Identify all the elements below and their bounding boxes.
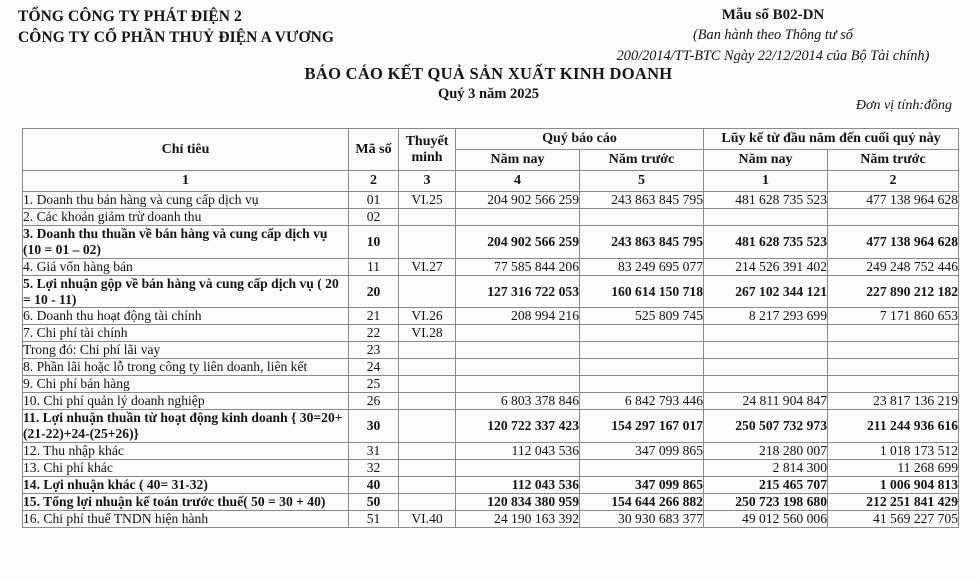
organization-line-1: TỔNG CÔNG TY PHÁT ĐIỆN 2	[18, 8, 242, 25]
row-code: 51	[349, 510, 399, 527]
table-row	[23, 510, 959, 527]
row-note-reference	[399, 359, 456, 376]
row-cumulative-prior-value: 23 817 136 219	[828, 393, 959, 410]
row-label: 16. Chi phí thuế TNDN hiện hành	[23, 510, 349, 527]
row-cumulative-prior-value	[828, 376, 959, 393]
row-label: 8. Phần lãi hoặc lỗ trong công ty liên doanh, liên kết	[23, 359, 349, 376]
column-header-quarter-prior-year: Năm trước	[580, 150, 704, 171]
table-row	[23, 442, 959, 459]
row-quarter-prior-value: 347 099 865	[580, 442, 704, 459]
table-row	[23, 493, 959, 510]
row-code: 01	[349, 192, 399, 209]
income-statement-table	[22, 128, 959, 528]
row-label: 5. Lợi nhuận gộp về bán hàng và cung cấp dịch vụ ( 20 = 10 - 11)	[23, 275, 349, 308]
row-quarter-current-value	[456, 209, 580, 226]
row-quarter-prior-value	[580, 325, 704, 342]
row-quarter-current-value	[456, 376, 580, 393]
table-row	[23, 342, 959, 359]
organization-line-2: CÔNG TY CỔ PHẦN THUỶ ĐIỆN A VƯƠNG	[18, 28, 335, 46]
column-header-cumulative-prior-year: Năm trước	[828, 150, 959, 171]
row-cumulative-current-value: 49 012 560 006	[704, 510, 828, 527]
row-label: 1. Doanh thu bán hàng và cung cấp dịch vụ	[23, 192, 349, 209]
row-cumulative-prior-value	[828, 359, 959, 376]
row-label: 4. Giá vốn hàng bán	[23, 258, 349, 275]
row-cumulative-current-value	[704, 359, 828, 376]
row-quarter-current-value	[456, 459, 580, 476]
column-number-ma-so: 2	[349, 171, 399, 192]
row-label: 14. Lợi nhuận khác ( 40= 31-32)	[23, 476, 349, 493]
report-period: Quý 3 năm 2025	[437, 86, 540, 102]
row-cumulative-prior-value: 211 244 936 616	[828, 410, 959, 443]
row-quarter-current-value: 112 043 536	[456, 476, 580, 493]
row-cumulative-current-value: 267 102 344 121	[704, 275, 828, 308]
row-quarter-prior-value: 243 863 845 795	[580, 192, 704, 209]
row-cumulative-current-value: 24 811 904 847	[704, 393, 828, 410]
organization-header	[18, 7, 478, 48]
row-note-reference	[399, 342, 456, 359]
row-cumulative-current-value: 481 628 735 523	[704, 226, 828, 259]
form-issue-line-2: 200/2014/TT-BTC Ngày 22/12/2014 của Bộ Tài chính)	[616, 47, 930, 64]
row-label: 15. Tổng lợi nhuận kế toán trước thuế( 50 = 30 + 40)	[23, 493, 349, 510]
table-row	[23, 459, 959, 476]
row-quarter-current-value: 204 902 566 259	[456, 192, 580, 209]
row-note-reference: VI.26	[399, 308, 456, 325]
row-label: 3. Doanh thu thuần về bán hàng và cung cấp dịch vụ (10 = 01 – 02)	[23, 226, 349, 259]
row-cumulative-prior-value: 1 018 173 512	[828, 442, 959, 459]
row-label: 6. Doanh thu hoạt động tài chính	[23, 308, 349, 325]
row-label: 11. Lợi nhuận thuần từ hoạt động kinh doanh { 30=20+ (21-22)+24-(25+26)}	[23, 410, 349, 443]
row-label: 13. Chi phí khác	[23, 459, 349, 476]
row-quarter-current-value: 77 585 844 206	[456, 258, 580, 275]
column-group-header-cumulative: Lũy kế từ đầu năm đến cuối quý này	[704, 129, 959, 150]
currency-unit-note: Đơn vị tính:đồng	[855, 98, 952, 113]
row-label: 7. Chi phí tài chính	[23, 325, 349, 342]
form-reference-block	[583, 5, 963, 66]
row-label: 2. Các khoản giảm trừ doanh thu	[23, 209, 349, 226]
table-row	[23, 226, 959, 259]
table-row	[23, 275, 959, 308]
row-quarter-current-value: 208 994 216	[456, 308, 580, 325]
row-quarter-prior-value: 30 930 683 377	[580, 510, 704, 527]
row-quarter-current-value	[456, 325, 580, 342]
table-header	[23, 129, 959, 192]
table-row	[23, 192, 959, 209]
column-number-chi-tieu: 1	[23, 171, 349, 192]
report-title-block	[0, 64, 977, 103]
row-note-reference: VI.28	[399, 325, 456, 342]
column-number-cumulative-prior: 2	[828, 171, 959, 192]
table-body	[23, 192, 959, 528]
row-cumulative-prior-value	[828, 342, 959, 359]
row-cumulative-current-value: 218 280 007	[704, 442, 828, 459]
table-row	[23, 393, 959, 410]
column-number-quarter-current: 4	[456, 171, 580, 192]
column-number-quarter-prior: 5	[580, 171, 704, 192]
row-note-reference	[399, 393, 456, 410]
column-number-thuyet-minh: 3	[399, 171, 456, 192]
row-code: 26	[349, 393, 399, 410]
row-quarter-current-value: 120 834 380 959	[456, 493, 580, 510]
row-note-reference	[399, 410, 456, 443]
row-cumulative-prior-value: 477 138 964 628	[828, 192, 959, 209]
row-quarter-prior-value	[580, 359, 704, 376]
column-group-header-quarter: Quý báo cáo	[456, 129, 704, 150]
row-code: 25	[349, 376, 399, 393]
table-row	[23, 325, 959, 342]
row-label: 10. Chi phí quản lý doanh nghiệp	[23, 393, 349, 410]
row-cumulative-prior-value: 1 006 904 813	[828, 476, 959, 493]
row-note-reference	[399, 442, 456, 459]
row-code: 10	[349, 226, 399, 259]
row-note-reference: VI.27	[399, 258, 456, 275]
row-cumulative-current-value	[704, 325, 828, 342]
row-quarter-prior-value: 154 297 167 017	[580, 410, 704, 443]
row-note-reference	[399, 376, 456, 393]
row-quarter-prior-value	[580, 342, 704, 359]
row-cumulative-prior-value	[828, 325, 959, 342]
row-quarter-prior-value	[580, 459, 704, 476]
row-code: 24	[349, 359, 399, 376]
row-cumulative-prior-value	[828, 209, 959, 226]
row-cumulative-current-value: 214 526 391 402	[704, 258, 828, 275]
row-quarter-current-value: 112 043 536	[456, 442, 580, 459]
row-quarter-prior-value: 83 249 695 077	[580, 258, 704, 275]
column-number-cumulative-current: 1	[704, 171, 828, 192]
row-code: 50	[349, 493, 399, 510]
column-header-cumulative-current-year: Năm nay	[704, 150, 828, 171]
table-row	[23, 359, 959, 376]
row-quarter-current-value: 24 190 163 392	[456, 510, 580, 527]
table-column-number-row	[23, 171, 959, 192]
row-quarter-current-value: 120 722 337 423	[456, 410, 580, 443]
row-quarter-prior-value	[580, 209, 704, 226]
row-cumulative-current-value: 8 217 293 699	[704, 308, 828, 325]
row-cumulative-prior-value: 249 248 752 446	[828, 258, 959, 275]
table-row	[23, 308, 959, 325]
row-code: 31	[349, 442, 399, 459]
row-code: 21	[349, 308, 399, 325]
form-number: Mẫu số B02-DN	[721, 7, 825, 23]
table-row	[23, 476, 959, 493]
row-cumulative-current-value	[704, 376, 828, 393]
row-note-reference	[399, 209, 456, 226]
row-quarter-current-value	[456, 359, 580, 376]
row-label: 12. Thu nhập khác	[23, 442, 349, 459]
column-header-ma-so: Mã số	[349, 129, 399, 171]
row-note-reference	[399, 275, 456, 308]
row-note-reference	[399, 459, 456, 476]
row-cumulative-prior-value: 212 251 841 429	[828, 493, 959, 510]
row-label: 9. Chi phí bán hàng	[23, 376, 349, 393]
form-issue-line-1: (Ban hành theo Thông tư số	[693, 27, 853, 44]
report-title: BÁO CÁO KẾT QUẢ SẢN XUẤT KINH DOANH	[304, 64, 673, 83]
row-cumulative-current-value: 2 814 300	[704, 459, 828, 476]
row-quarter-prior-value: 160 614 150 718	[580, 275, 704, 308]
row-cumulative-current-value	[704, 342, 828, 359]
column-header-chi-tieu: Chỉ tiêu	[23, 129, 349, 171]
row-cumulative-prior-value: 227 890 212 182	[828, 275, 959, 308]
row-quarter-prior-value: 525 809 745	[580, 308, 704, 325]
row-code: 40	[349, 476, 399, 493]
row-note-reference	[399, 226, 456, 259]
row-cumulative-current-value: 250 723 198 680	[704, 493, 828, 510]
row-code: 32	[349, 459, 399, 476]
row-code: 30	[349, 410, 399, 443]
row-note-reference: VI.25	[399, 192, 456, 209]
row-quarter-current-value: 6 803 378 846	[456, 393, 580, 410]
row-quarter-prior-value	[580, 376, 704, 393]
row-cumulative-prior-value: 11 268 699	[828, 459, 959, 476]
row-code: 23	[349, 342, 399, 359]
row-cumulative-current-value: 250 507 732 973	[704, 410, 828, 443]
row-cumulative-prior-value: 7 171 860 653	[828, 308, 959, 325]
row-code: 22	[349, 325, 399, 342]
table-row	[23, 209, 959, 226]
row-cumulative-prior-value: 477 138 964 628	[828, 226, 959, 259]
row-code: 20	[349, 275, 399, 308]
row-cumulative-current-value: 215 465 707	[704, 476, 828, 493]
row-quarter-current-value: 204 902 566 259	[456, 226, 580, 259]
table-row	[23, 410, 959, 443]
column-header-quarter-current-year: Năm nay	[456, 150, 580, 171]
row-cumulative-prior-value: 41 569 227 705	[828, 510, 959, 527]
row-quarter-prior-value: 154 644 266 882	[580, 493, 704, 510]
row-code: 02	[349, 209, 399, 226]
row-code: 11	[349, 258, 399, 275]
row-quarter-current-value	[456, 342, 580, 359]
row-note-reference	[399, 493, 456, 510]
column-header-thuyet-minh: Thuyết minh	[399, 129, 456, 171]
row-note-reference	[399, 476, 456, 493]
row-label: Trong đó: Chi phí lãi vay	[23, 342, 349, 359]
row-quarter-prior-value: 6 842 793 446	[580, 393, 704, 410]
row-quarter-prior-value: 243 863 845 795	[580, 226, 704, 259]
table-row	[23, 258, 959, 275]
row-note-reference: VI.40	[399, 510, 456, 527]
row-cumulative-current-value	[704, 209, 828, 226]
table-row	[23, 376, 959, 393]
row-quarter-current-value: 127 316 722 053	[456, 275, 580, 308]
row-cumulative-current-value: 481 628 735 523	[704, 192, 828, 209]
table-header-row-1	[23, 129, 959, 150]
row-quarter-prior-value: 347 099 865	[580, 476, 704, 493]
